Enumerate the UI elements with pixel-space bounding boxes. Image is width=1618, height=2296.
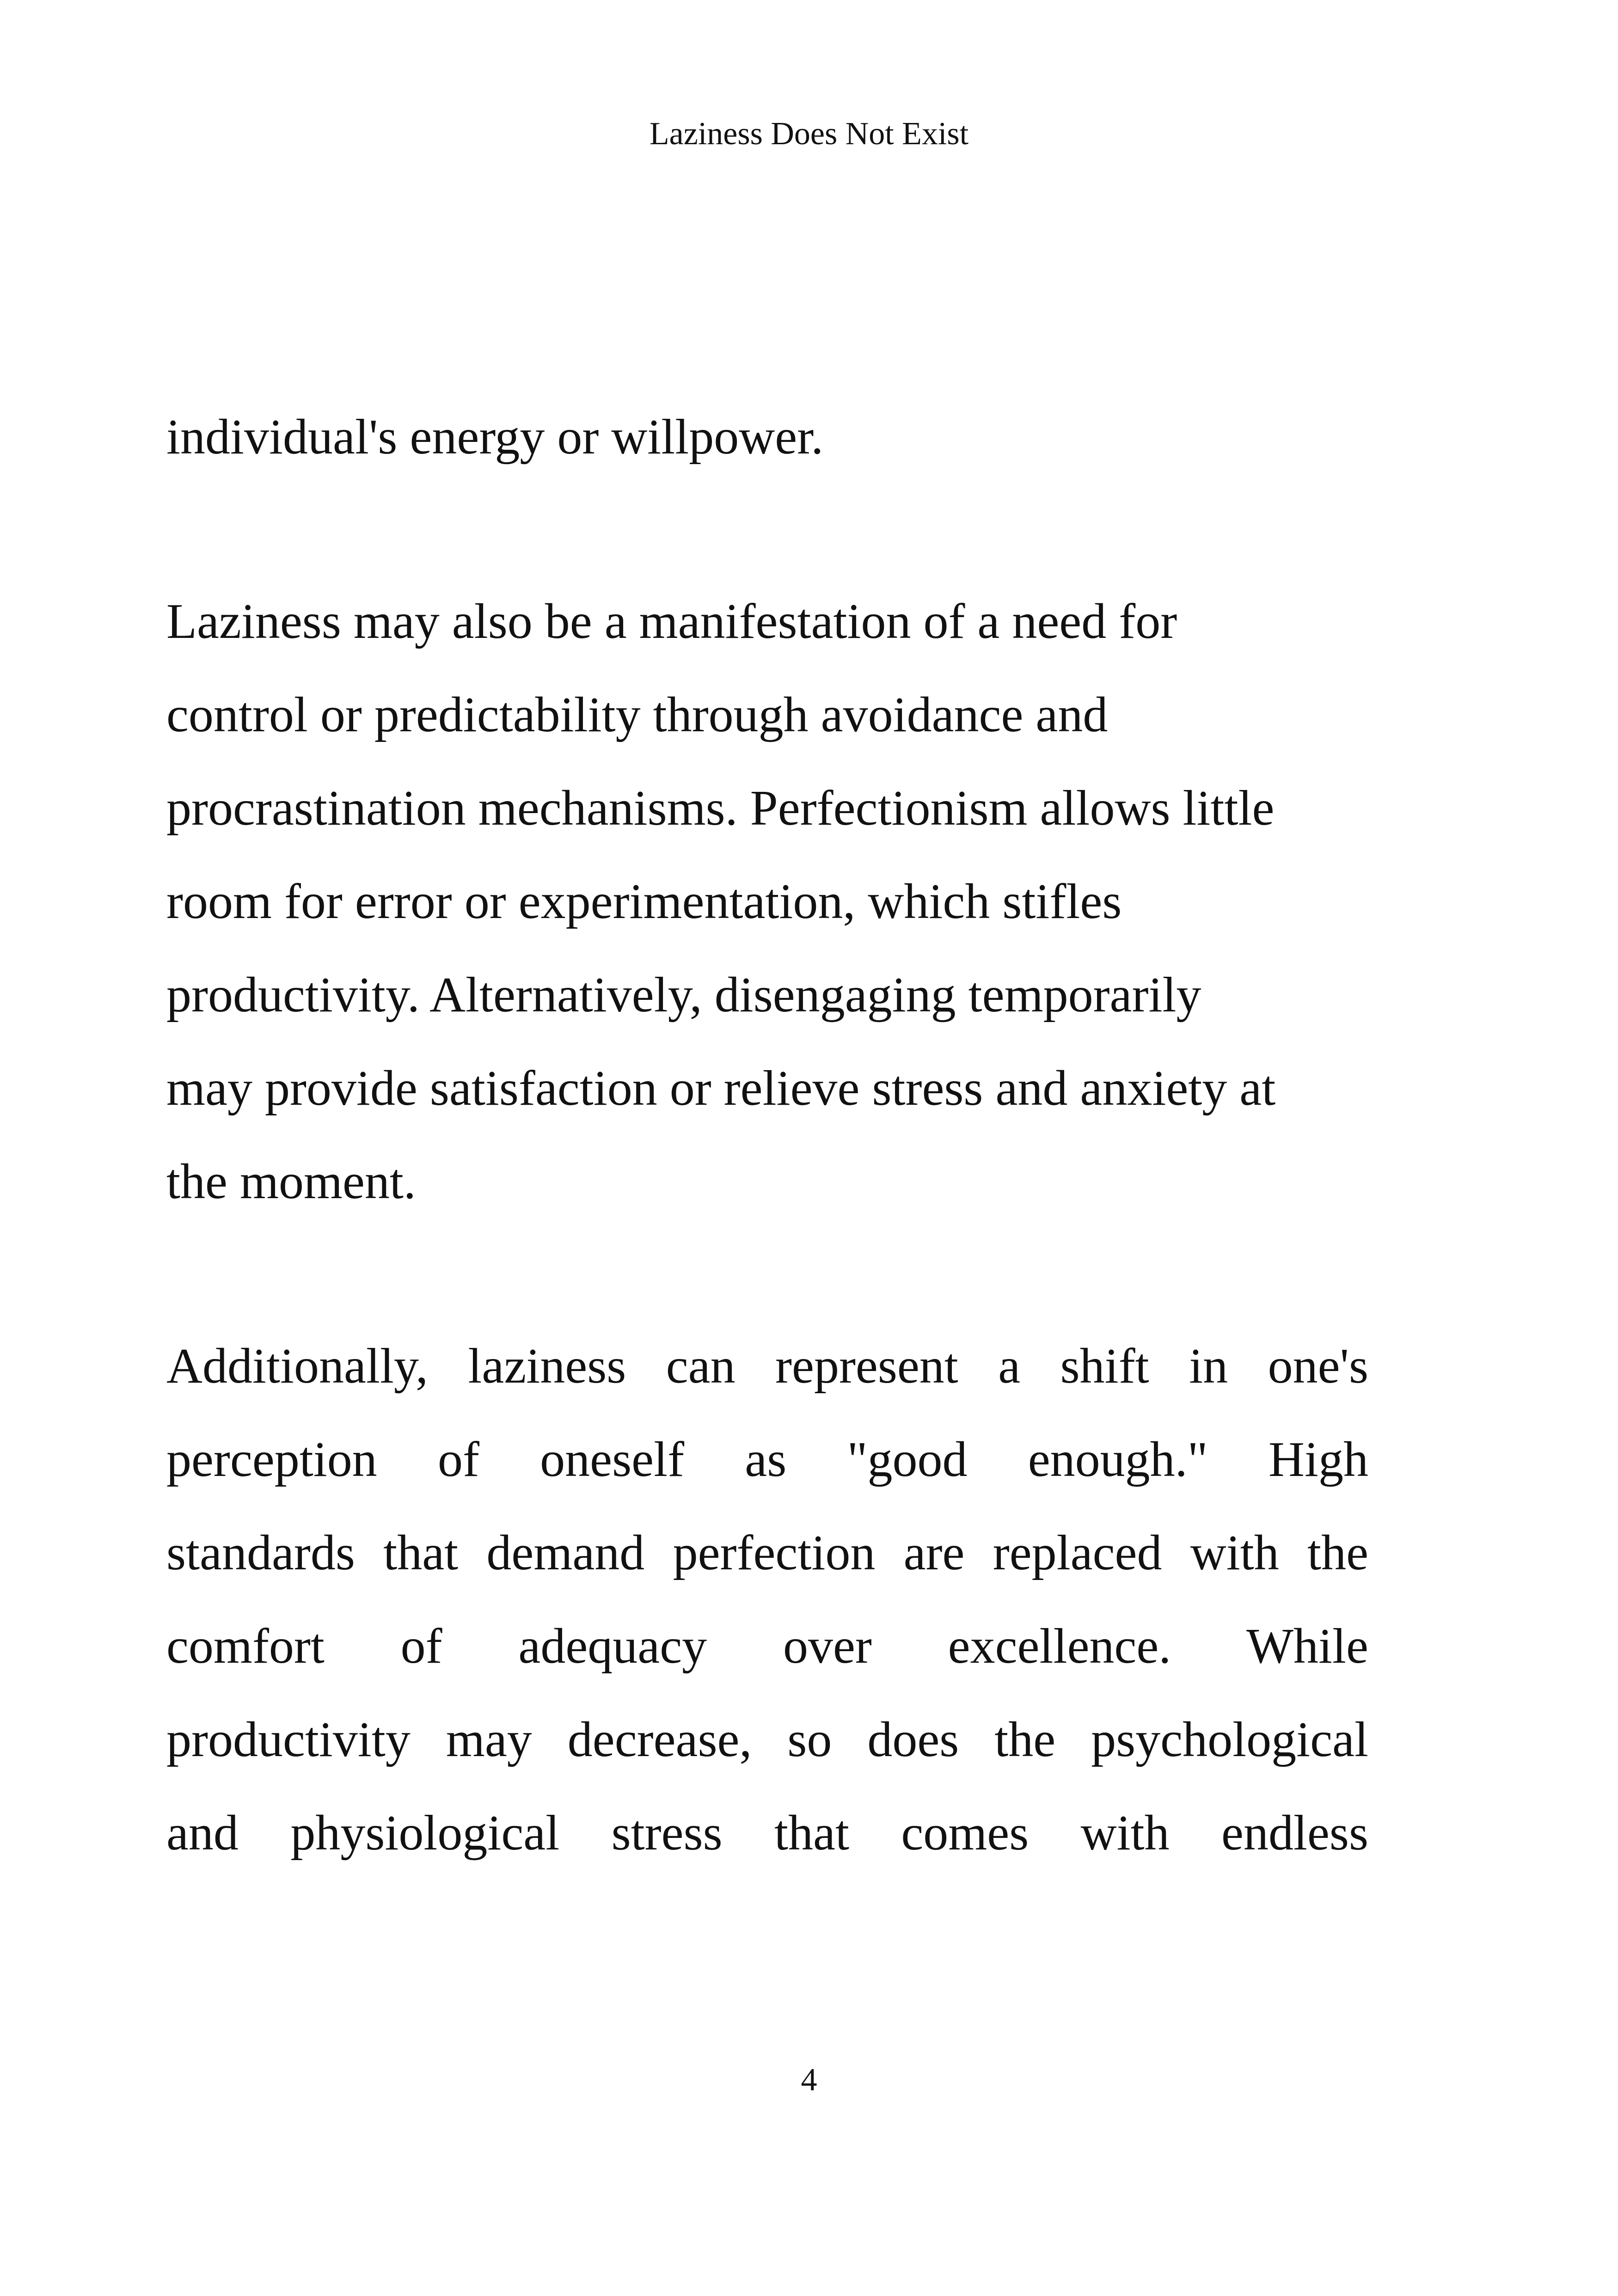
text-line: procrastination mechanisms. Perfectionism allows little (166, 781, 1275, 836)
text-line: Additionally, laziness can represent a shift in one's (166, 1339, 1368, 1394)
paragraph-2 (166, 575, 1368, 1229)
paragraph-1 (166, 391, 1368, 484)
text-line: control or predictability through avoidance and (166, 687, 1108, 742)
text-line: Laziness may also be a manifestation of a need for (166, 594, 1177, 649)
text-line: productivity may decrease, so does the psychological (166, 1712, 1368, 1767)
page-number: 4 (801, 2062, 817, 2098)
text-line: the moment. (166, 1154, 416, 1209)
text-line: comfort of adequacy over excellence. While (166, 1619, 1368, 1674)
text-line: perception of oneself as "good enough." High (166, 1432, 1368, 1487)
text-line: standards that demand perfection are replaced with the (166, 1525, 1368, 1580)
running-header: Laziness Does Not Exist (649, 116, 969, 152)
text-line: room for error or experimentation, which stifles (166, 874, 1122, 929)
text-line: and physiological stress that comes with endless (166, 1806, 1368, 1861)
paragraph-3 (166, 1320, 1368, 1880)
text-line: may provide satisfaction or relieve stress and anxiety at (166, 1061, 1276, 1116)
text-line: productivity. Alternatively, disengaging temporarily (166, 967, 1201, 1022)
text-line: individual's energy or willpower. (166, 410, 824, 465)
body-text (166, 391, 1368, 1880)
